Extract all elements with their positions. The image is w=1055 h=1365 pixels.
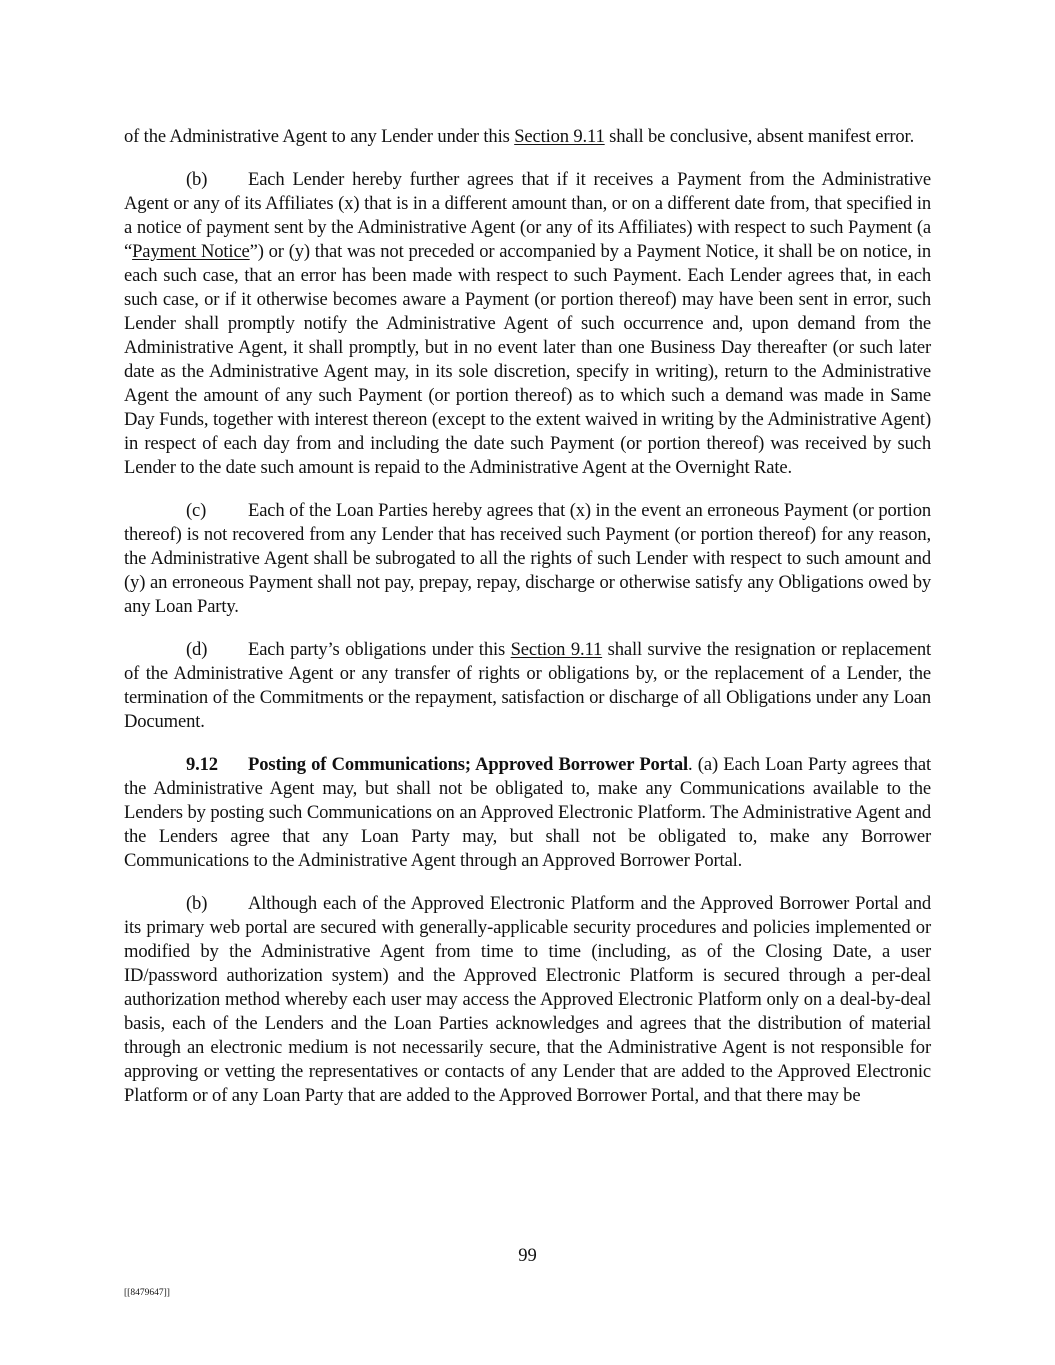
clause-label: (b) — [186, 893, 208, 914]
section-heading: Posting of Communications; Approved Borrower Portal — [248, 754, 688, 775]
paragraph-b — [124, 168, 931, 480]
paragraph-d — [124, 638, 931, 734]
section-reference-link: Section 9.11 — [514, 126, 605, 147]
section-number: 9.12 — [186, 754, 218, 775]
text: ”) or (y) that was not preceded or accompanied by a Payment Notice, it shall be on notice, in each such case, that an error has been made with respect to such Payment. Each Lender agrees that, in each such case, or if it otherwise becomes aware a Payment (or portion thereof) may have been sent in error, such Lender shall promptly notify the Administrative Agent of such occurrence and, upon demand from the Administrative Agent, it shall promptly, but in no event later than one Business Day thereafter (or such later date as the Administrative Agent may, in its sole discretion, specify in writing), return to the Administrative Agent the amount of any such Payment (or portion thereof) as to which such a demand was made in Same Day Funds, together with interest thereon (except to the extent waived in writing by the Administrative Agent) in respect of each day from and including the date such Payment (or portion thereof) was received by such Lender to the date such amount is repaid to the Administrative Agent at the Overnight Rate. — [124, 241, 931, 478]
document-id: [[8479647]] — [124, 1288, 170, 1298]
text: Each of the Loan Parties hereby agrees that (x) in the event an erroneous Payment (or portion thereof) is not recovered from any Lender that has received such Payment (or portion thereof) for any reason, the Administrative Agent shall be subrogated to all the rights of such Lender with respect to such amount and (y) an erroneous Payment shall not pay, prepay, repay, discharge or otherwise satisfy any Obligations owed by any Loan Party. — [124, 500, 931, 617]
text: of the Administrative Agent to any Lender under this — [124, 126, 515, 147]
text: shall be conclusive, absent manifest error. — [604, 126, 915, 147]
page-number: 99 — [518, 1245, 537, 1266]
text: . (a) Each Loan Party agrees that the Administrative Agent may, but shall not be obligated to, make any Communications available to the Lenders by posting such Communications on an Approved Electronic Platform. The Administrative Agent and the Lenders agree that any Loan Party may, but shall not be obligated to, make any Borrower Communications to the Administrative Agent through an Approved Borrower Portal. — [124, 754, 931, 871]
text: shall survive the resignation or replacement of the Administrative Agent or any transfer of rights or obligations by, or the replacement of a Lender, the termination of the Commitments or the repayment, satisfaction or discharge of all Obligations under any Loan Document. — [124, 639, 931, 732]
document-page — [124, 125, 931, 1127]
clause-label: (b) — [186, 169, 208, 190]
defined-term: Payment Notice — [132, 241, 250, 262]
paragraph-9-12-b — [124, 892, 931, 1108]
paragraph-continuation — [124, 125, 931, 149]
section-reference-link: Section 9.11 — [510, 639, 603, 660]
paragraph-c — [124, 499, 931, 619]
clause-label: (d) — [186, 639, 208, 660]
text: Each Lender hereby further agrees that if it receives a Payment from the Administrative Agent or any of its Affiliates (x) that is in a different amount than, or on a different date from, that specified in a notice of payment sent by the Administrative Agent (or any of its Affiliates) with respect to such Payment (a “ — [124, 169, 931, 262]
text: Although each of the Approved Electronic Platform and the Approved Borrower Portal and its primary web portal are secured with generally-applicable security procedures and policies implemented or modified by the Administrative Agent from time to time (including, as of the Closing Date, a user ID/password authorization system) and the Approved Electronic Platform is secured through a per-deal authorization method whereby each user may access the Approved Electronic Platform only on a deal-by-deal basis, each of the Lenders and the Loan Parties acknowledges and agrees that the distribution of material through an electronic medium is not necessarily secure, that the Administrative Agent is not responsible for approving or vetting the representatives or contacts of any Lender that are added to the Approved Electronic Platform or of any Loan Party that are added to the Approved Borrower Portal, and that there may be — [124, 893, 931, 1106]
text: Each party’s obligations under this — [248, 639, 511, 660]
clause-label: (c) — [186, 500, 207, 521]
section-9-12 — [124, 753, 931, 873]
